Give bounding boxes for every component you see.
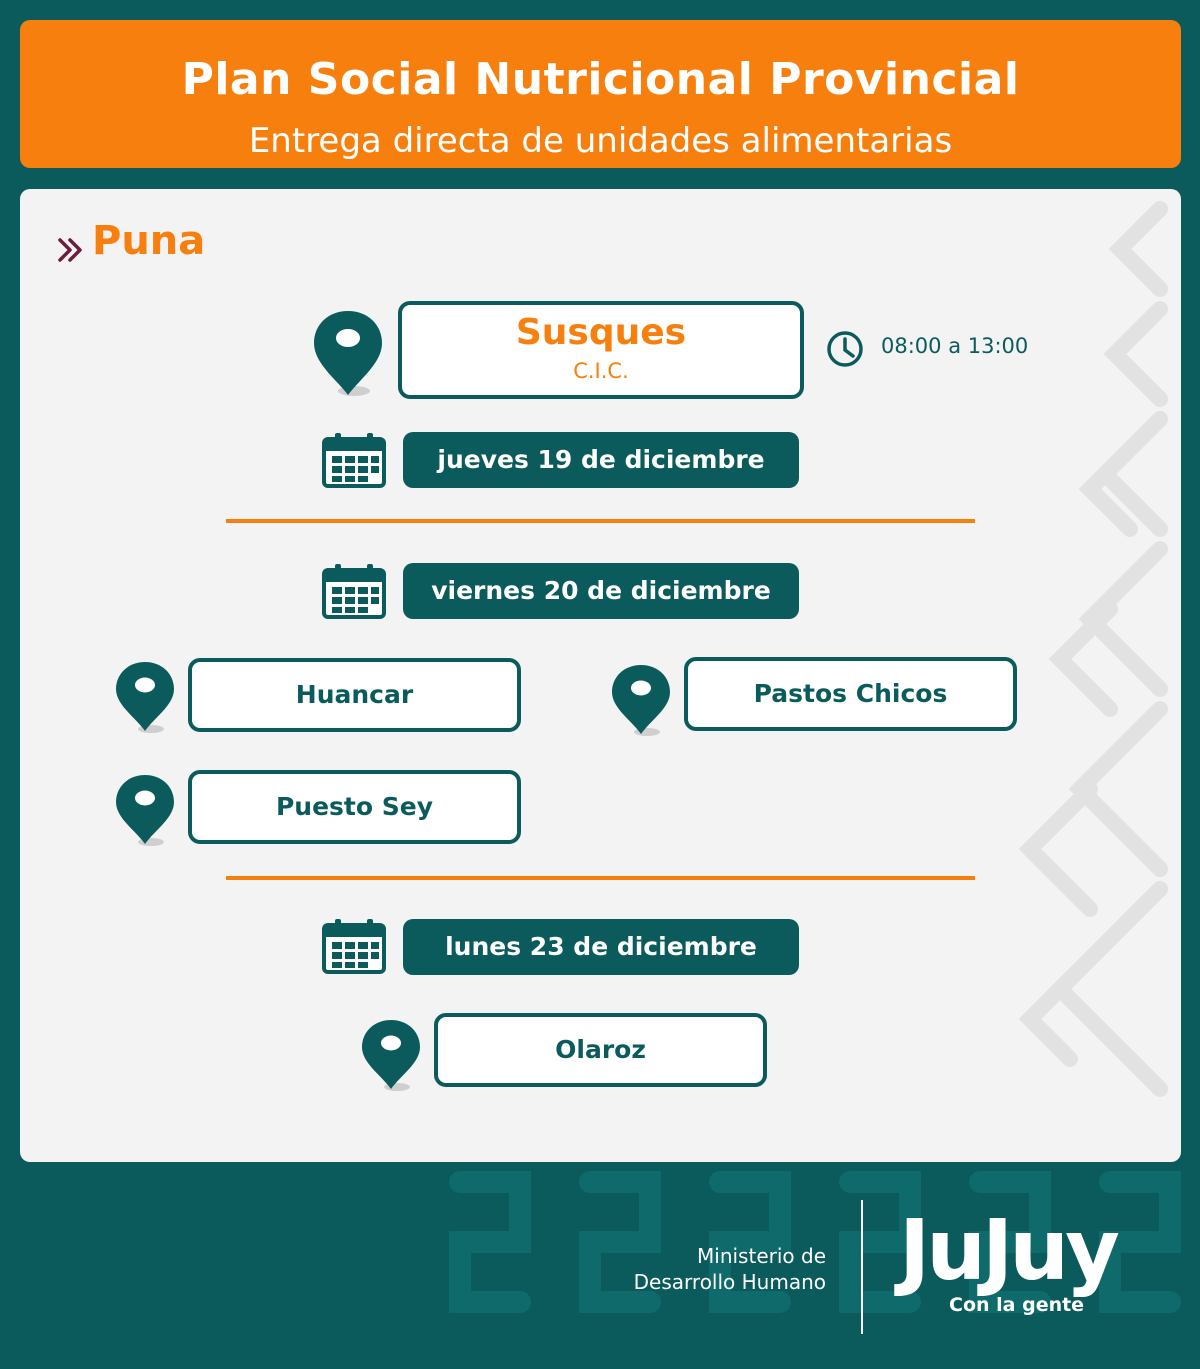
location-box-huancar: Huancar — [188, 658, 521, 732]
location-pin-icon — [310, 307, 390, 399]
header-banner — [20, 20, 1181, 168]
page-title: Plan Social Nutricional Provincial — [181, 54, 1020, 105]
location-box-puesto-sey: Puesto Sey — [188, 770, 521, 844]
date-badge: viernes 20 de diciembre — [403, 563, 799, 619]
calendar-icon — [321, 917, 387, 975]
logo-tagline: Con la gente — [949, 1294, 1085, 1316]
calendar-icon — [321, 431, 387, 489]
location-pin-icon — [113, 659, 181, 735]
location-pin-icon — [113, 772, 181, 848]
date-badge: lunes 23 de diciembre — [403, 919, 799, 975]
region-title: Puna — [92, 218, 206, 264]
section-divider — [226, 519, 975, 523]
footer-divider — [861, 1200, 863, 1334]
location-pin-icon — [359, 1017, 427, 1093]
date-badge: jueves 19 de diciembre — [403, 432, 799, 488]
ministry-label: Ministerio de Desarrollo Humano — [633, 1244, 826, 1294]
chevron-double-right-icon — [58, 237, 84, 263]
location-box-olaroz: Olaroz — [434, 1013, 767, 1087]
section-divider — [226, 876, 975, 880]
location-name: Susques — [515, 312, 687, 353]
location-box-pastos-chicos: Pastos Chicos — [684, 657, 1017, 731]
location-pin-icon — [609, 662, 677, 738]
opening-hours: 08:00 a 13:00 — [881, 334, 1029, 358]
location-venue: C.I.C. — [573, 359, 629, 383]
schedule-panel — [20, 189, 1181, 1162]
jujuy-logo: JuJuy — [899, 1201, 1116, 1299]
page-subtitle: Entrega directa de unidades alimentarias — [248, 121, 953, 161]
clock-icon — [825, 329, 865, 369]
location-box-susques — [398, 301, 804, 399]
calendar-icon — [321, 562, 387, 620]
